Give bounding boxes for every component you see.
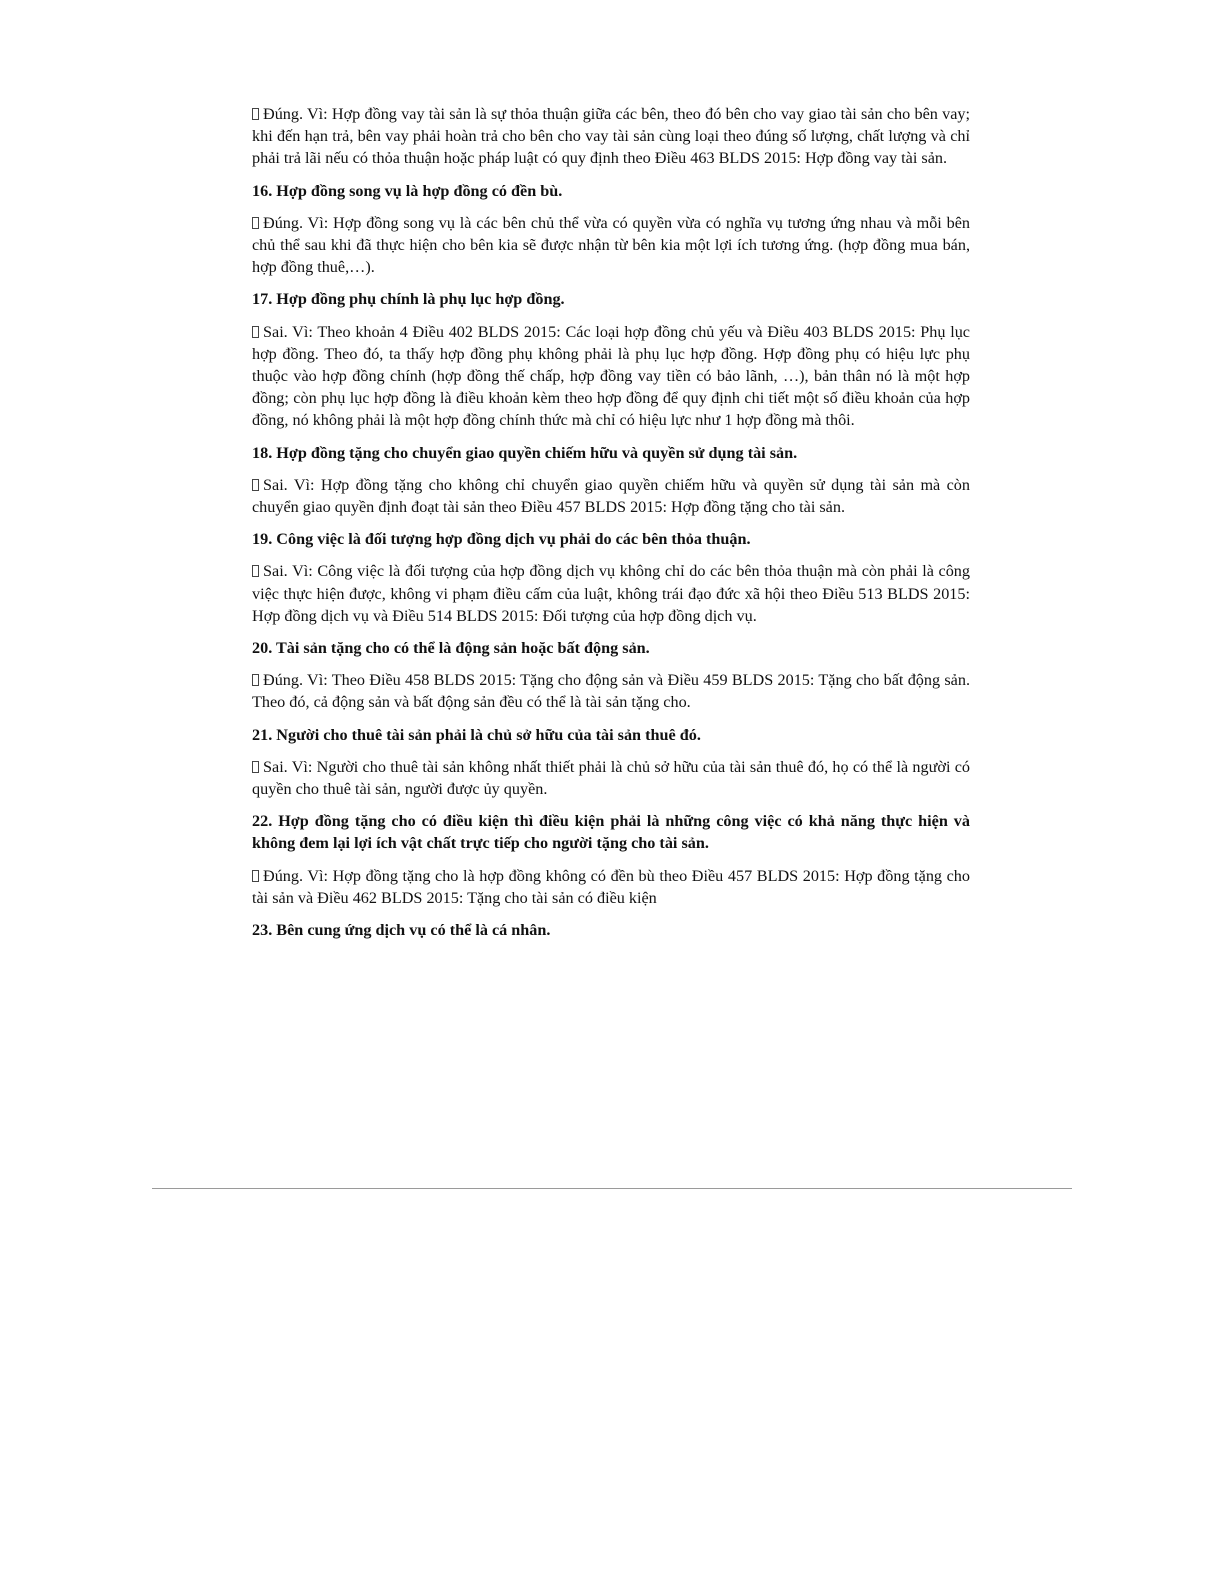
answer-paragraph: Đúng. Vì: Hợp đồng song vụ là các bên chủ thể vừa có quyền vừa có nghĩa vụ tương ứng nhau và mỗi bên chủ thể sau khi đã thực hiện cho bên kia sẽ được nhận từ bên kia một lợi ích tương ứng. (hợp đồng mua bán, hợp đồng thuê,…). bbox=[252, 213, 970, 277]
page-divider bbox=[152, 1188, 1072, 1189]
question-heading: 20. Tài sản tặng cho có thể là động sản hoặc bất động sản. bbox=[252, 639, 650, 658]
answer-paragraph: Sai. Vì: Theo khoản 4 Điều 402 BLDS 2015: Các loại hợp đồng chủ yếu và Điều 403 BLDS 2015: Phụ lục hợp đồng. Theo đó, ta thấy hợp đồng phụ không phải là phụ lục hợp đồng. Hợp đồng phụ có hiệu lực phụ thuộc vào hợp đồng chính (hợp đồng thế chấp, hợp đồng vay tiền có bảo lãnh, …), bản thân nó là một hợp đồng; còn phụ lục hợp đồng là điều khoản kèm theo hợp đồng để quy định chi tiết một số điều khoản của hợp đồng, nó không phải là một hợp đồng chính thức mà chỉ có hiệu lực như 1 hợp đồng mà thôi. bbox=[252, 322, 970, 430]
question-heading: 19. Công việc là đối tượng hợp đồng dịch vụ phải do các bên thỏa thuận. bbox=[252, 530, 751, 549]
bullet-box-icon bbox=[252, 217, 259, 229]
question-heading: 16. Hợp đồng song vụ là hợp đồng có đền bù. bbox=[252, 181, 563, 200]
answer-paragraph: Sai. Vì: Người cho thuê tài sản không nhất thiết phải là chủ sở hữu của tài sản thuê đó, họ có thể là người có quyền cho thuê tài sản, người được ủy quyền. bbox=[252, 757, 970, 799]
bullet-box-icon bbox=[252, 479, 259, 491]
answer-paragraph: Đúng. Vì: Hợp đồng vay tài sản là sự thỏa thuận giữa các bên, theo đó bên cho vay giao tài sản cho bên vay; khi đến hạn trả, bên vay phải hoàn trả cho bên cho vay tài sản cùng loại theo đúng số lượng, chất lượng và chỉ phải trả lãi nếu có thỏa thuận hoặc pháp luật có quy định theo Điều 463 BLDS 2015: Hợp đồng vay tài sản. bbox=[252, 105, 970, 168]
answer-paragraph: Sai. Vì: Công việc là đối tượng của hợp đồng dịch vụ không chỉ do các bên thỏa thuận mà còn phải là công việc thực hiện được, không vi phạm điều cấm của luật, không trái đạo đức xã hội theo Điều 513 BLDS 2015: Hợp đồng dịch vụ và Điều 514 BLDS 2015: Đối tượng của hợp đồng dịch vụ. bbox=[252, 562, 970, 625]
bullet-box-icon bbox=[252, 326, 259, 338]
bullet-box-icon bbox=[252, 565, 259, 577]
question-heading: 18. Hợp đồng tặng cho chuyển giao quyền chiếm hữu và quyền sử dụng tài sản. bbox=[252, 443, 798, 462]
bullet-box-icon bbox=[252, 761, 259, 773]
document-body bbox=[252, 103, 970, 951]
bullet-box-icon bbox=[252, 108, 259, 120]
answer-paragraph: Đúng. Vì: Hợp đồng tặng cho là hợp đồng không có đền bù theo Điều 457 BLDS 2015: Hợp đồng tặng cho tài sản và Điều 462 BLDS 2015: Tặng cho tài sản có điều kiện bbox=[252, 866, 970, 907]
bullet-box-icon bbox=[252, 674, 259, 686]
bullet-box-icon bbox=[252, 870, 259, 882]
question-heading: 22. Hợp đồng tặng cho có điều kiện thì điều kiện phải là những công việc có khả năng thực hiện và không đem lại lợi ích vật chất trực tiếp cho người tặng cho tài sản. bbox=[252, 812, 970, 853]
answer-paragraph: Sai. Vì: Hợp đồng tặng cho không chỉ chuyển giao quyền chiếm hữu và quyền sử dụng tài sản mà còn chuyển giao quyền định đoạt tài sản theo Điều 457 BLDS 2015: Hợp đồng tặng cho tài sản. bbox=[252, 475, 970, 517]
question-heading: 23. Bên cung ứng dịch vụ có thể là cá nhân. bbox=[252, 921, 551, 940]
answer-paragraph: Đúng. Vì: Theo Điều 458 BLDS 2015: Tặng cho động sản và Điều 459 BLDS 2015: Tặng cho bất động sản. Theo đó, cả động sản và bất động sản đều có thể là tài sản tặng cho. bbox=[252, 671, 970, 712]
question-heading: 21. Người cho thuê tài sản phải là chủ sở hữu của tài sản thuê đó. bbox=[252, 725, 701, 744]
question-heading: 17. Hợp đồng phụ chính là phụ lục hợp đồng. bbox=[252, 290, 565, 309]
